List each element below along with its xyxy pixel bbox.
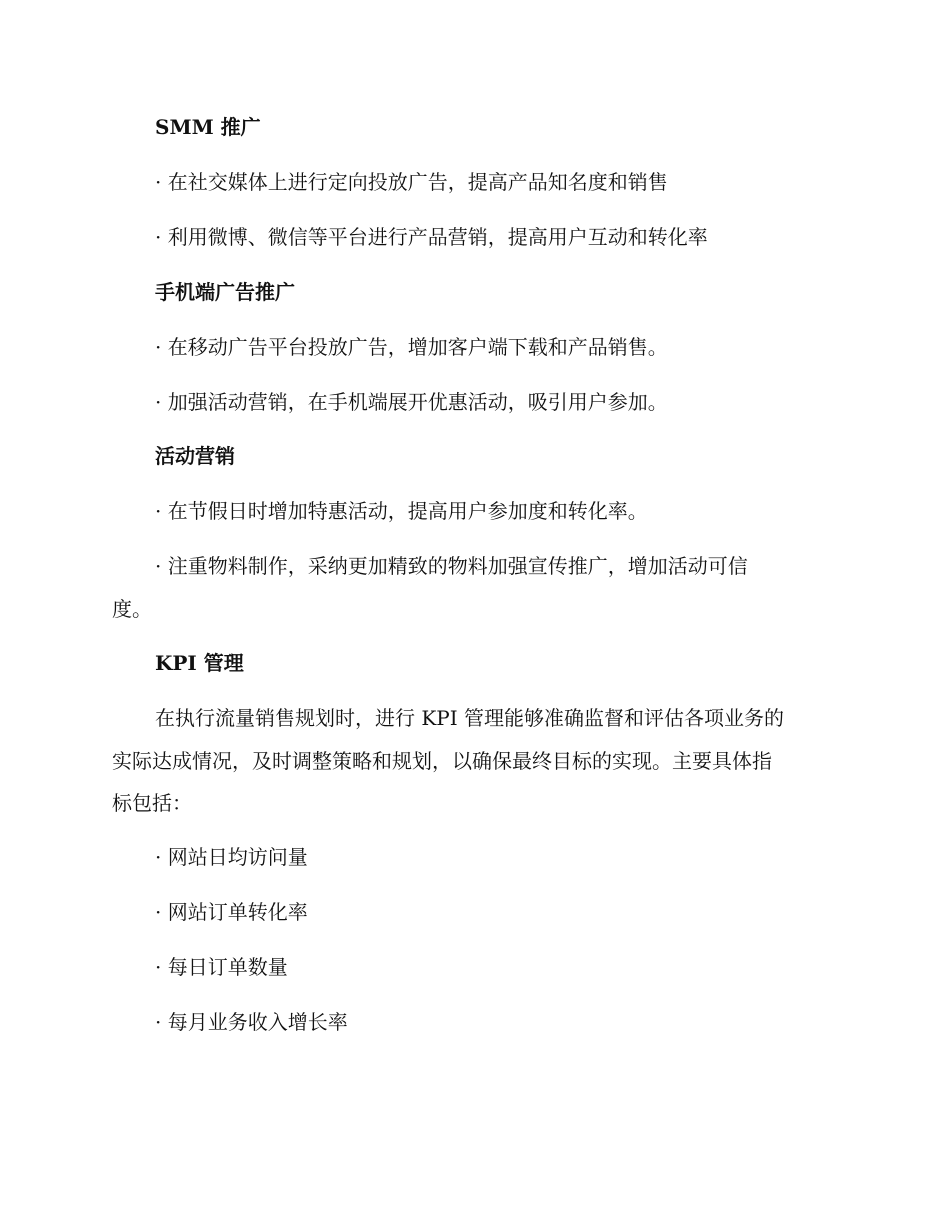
section-heading-smm: SMM 推广 (155, 115, 261, 139)
mobile-ads-item-2: · 加强活动营销，在手机端展开优惠活动，吸引用户参加。 (155, 390, 668, 414)
section-heading-event-marketing: 活动营销 (155, 444, 235, 468)
smm-item-1: · 在社交媒体上进行定向投放广告，提高产品知名度和销售 (155, 170, 668, 194)
event-item-2: · 注重物料制作，采纳更加精致的物料加强宣传推广，增加活动可信 (155, 554, 748, 578)
event-item-2-continued: 度。 (112, 597, 152, 621)
kpi-paragraph-line-2: 实际达成情况，及时调整策略和规划，以确保最终目标的实现。主要具体指 (112, 749, 772, 773)
section-heading-kpi: KPI 管理 (155, 651, 244, 675)
kpi-paragraph-line-1: 在执行流量销售规划时，进行 KPI 管理能够准确监督和评估各项业务的 (155, 706, 785, 730)
kpi-item-1: · 网站日均访问量 (155, 845, 308, 869)
smm-item-2: · 利用微博、微信等平台进行产品营销，提高用户互动和转化率 (155, 225, 708, 249)
mobile-ads-item-1: · 在移动广告平台投放广告，增加客户端下载和产品销售。 (155, 335, 668, 359)
kpi-item-4: · 每月业务收入增长率 (155, 1010, 348, 1034)
kpi-paragraph-line-3: 标包括： (112, 791, 192, 815)
kpi-item-2: · 网站订单转化率 (155, 900, 308, 924)
kpi-item-3: · 每日订单数量 (155, 955, 288, 979)
event-item-1: · 在节假日时增加特惠活动，提高用户参加度和转化率。 (155, 499, 648, 523)
section-heading-mobile-ads: 手机端广告推广 (155, 280, 295, 304)
